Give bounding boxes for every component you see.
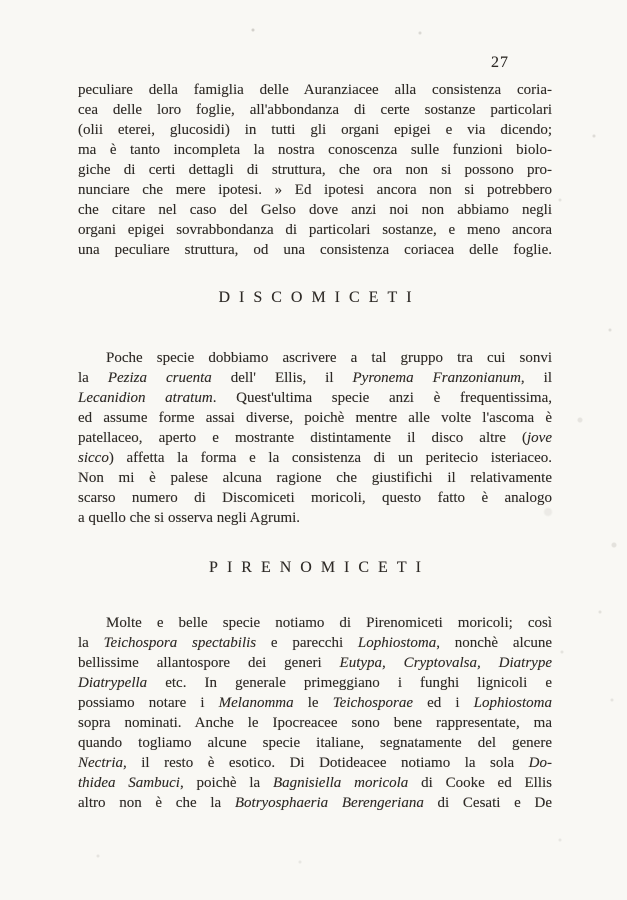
paragraph-pirenomiceti <box>78 613 552 813</box>
text-line: nunciare che mere ipotesi. » Ed ipotesi ancora non si potrebbero <box>78 182 552 198</box>
text-line: giche di certi dettagli di struttura, che ora non si possono pro- <box>78 162 552 178</box>
text-line: possiamo notare i Melanomma le Teichosporae ed i Lophiostoma <box>78 695 552 711</box>
text-line: la Teichospora spectabilis e parecchi Lophiostoma, nonchè alcune <box>78 635 552 651</box>
text-line: Poche specie dobbiamo ascrivere a tal gruppo tra cui sonvi <box>106 350 552 366</box>
section-heading-discomiceti: DISCOMICETI <box>218 289 421 306</box>
text-block <box>78 80 552 813</box>
text-line: Lecanidion atratum. Quest'ultima specie anzi è frequentissima, <box>78 390 553 406</box>
text-line: organi epigei sovrabbondanza di particolari sostanze, e meno ancora <box>78 222 552 238</box>
paragraph-discomiceti <box>78 348 552 528</box>
text-line: Molte e belle specie notiamo di Pirenomiceti moricoli; così <box>106 615 552 631</box>
text-line: (olii eterei, glucosidi) in tutti gli organi epigei e via dicendo; <box>78 122 552 138</box>
text-line: Diatrypella etc. In generale primeggiano i funghi lignicoli e <box>78 675 552 691</box>
text-line: che citare nel caso del Gelso dove anzi noi non abbiamo negli <box>78 202 552 218</box>
text-line: quando togliamo alcune specie italiane, segnatamente del genere <box>78 735 552 751</box>
text-line: sopra nominati. Anche le Ipocreacee sono bene rappresentate, ma <box>78 715 552 731</box>
text-line: Nectria, il resto è esotico. Di Dotideacee notiamo la sola Do- <box>78 755 552 771</box>
text-line: patellaceo, aperto e mostrante distintamente il disco altre (jove <box>78 430 552 446</box>
text-line: ma è tanto incompleta la nostra conoscenza sulle funzioni biolo- <box>78 142 552 158</box>
text-line: thidea Sambuci, poichè la Bagnisiella moricola di Cooke ed Ellis <box>78 775 553 791</box>
text-line: Non mi è palese alcuna ragione che giustifichi il relativamente <box>78 470 552 486</box>
text-line: peculiare della famiglia delle Auranziacee alla consistenza coria- <box>78 82 552 98</box>
text-line: sicco) affetta la forma e la consistenza di un peritecio isteriaceo. <box>78 450 552 466</box>
text-line: cea delle loro foglie, all'abbondanza di certe sostanze particolari <box>78 102 552 118</box>
text-line: bellissime allantospore dei generi Eutypa, Cryptovalsa, Diatrype <box>78 655 552 671</box>
section-heading-pirenomiceti: PIRENOMICETI <box>209 559 430 576</box>
text-line: ed assume forme assai diverse, poichè mentre alle volte l'ascoma è <box>78 410 552 426</box>
text-line: a quello che si osserva negli Agrumi. <box>78 510 301 526</box>
text-line: una peculiare struttura, od una consistenza coriacea delle foglie. <box>78 242 552 258</box>
page-number: 27 <box>491 54 509 71</box>
text-line: la Peziza cruenta dell' Ellis, il Pyronema Franzonianum, il <box>78 370 552 386</box>
text-line: altro non è che la Botryosphaeria Berengeriana di Cesati e De <box>78 795 552 811</box>
text-line: scarso numero di Discomiceti moricoli, questo fatto è analogo <box>78 490 552 506</box>
paragraph-intro <box>78 80 552 260</box>
